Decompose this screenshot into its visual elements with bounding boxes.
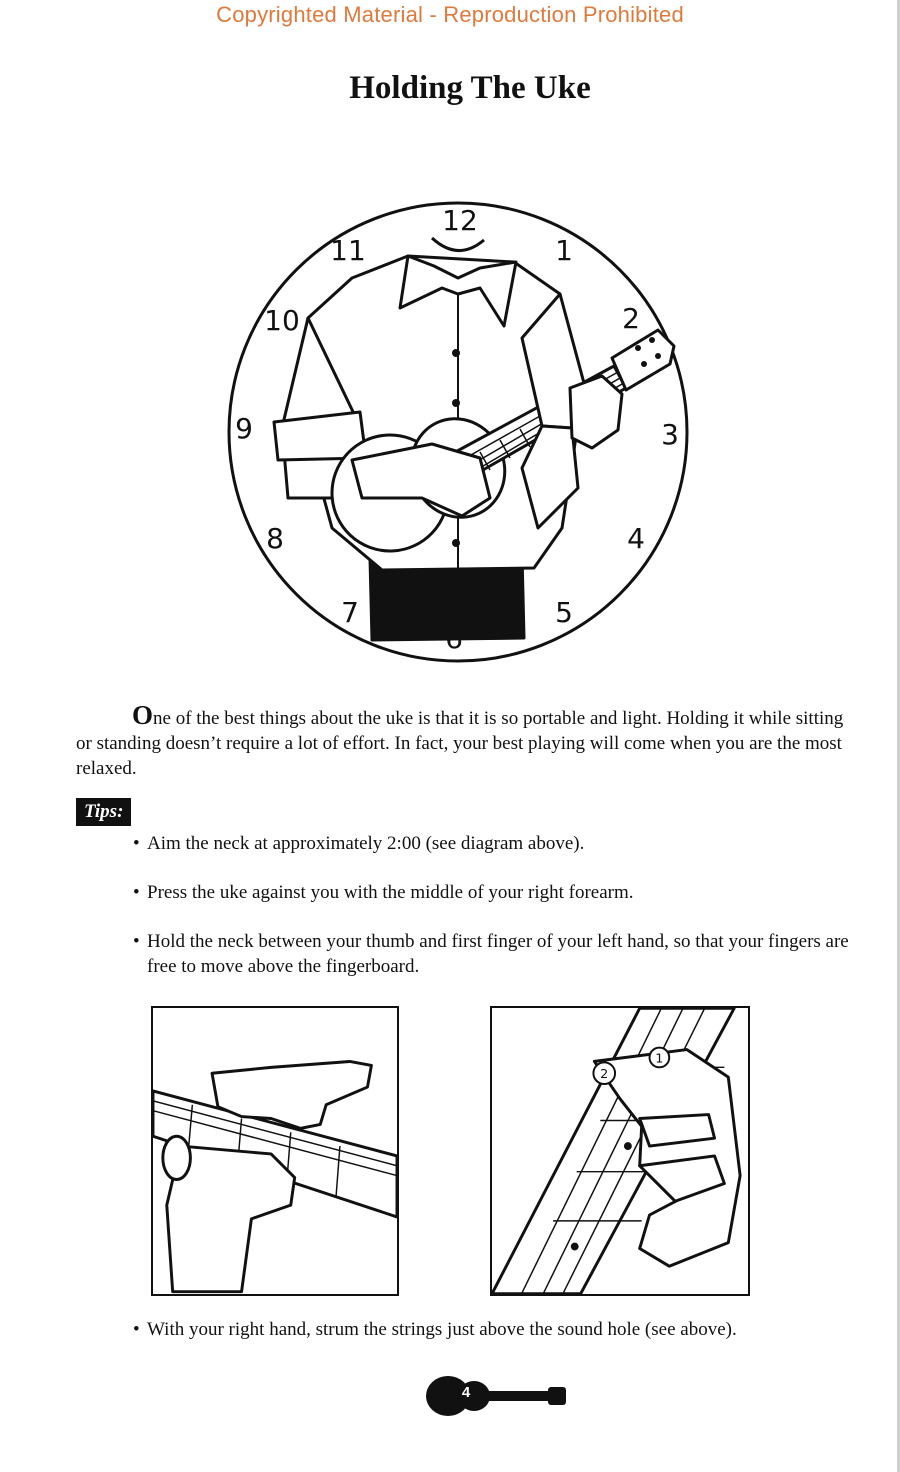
clock-number-3: 3 <box>661 418 679 451</box>
tip-aim-neck: • Aim the neck at approximately 2:00 (see diagram above). <box>133 831 857 856</box>
clock-number-2: 2 <box>622 302 640 335</box>
tip-strum: • With your right hand, strum the strings just above the sound hole (see above). <box>133 1317 857 1342</box>
clock-number-1: 1 <box>555 234 573 267</box>
tip-press-forearm: • Press the uke against you with the middle of your right forearm. <box>133 880 857 905</box>
page-number: 4 <box>461 1384 471 1401</box>
clock-number-11: 11 <box>330 234 366 267</box>
page-title: Holding The Uke <box>349 70 591 106</box>
svg-text:2: 2 <box>600 1067 609 1083</box>
uke-page-badge-icon <box>424 1372 570 1420</box>
finger-label-1 <box>650 1048 670 1068</box>
intro-dropcap: O <box>132 700 154 730</box>
fingerboard-fingering-illustration <box>490 1006 750 1296</box>
clock-number-9: 9 <box>235 412 253 445</box>
tip-hold-neck: • Hold the neck between your thumb and first finger of your left hand, so that your fingers are free to move above the fingerboard. <box>133 929 857 979</box>
clock-diagram <box>222 198 692 668</box>
clock-number-10: 10 <box>264 304 300 337</box>
intro-paragraph <box>76 700 856 781</box>
clock-number-7: 7 <box>341 596 359 629</box>
clock-number-12: 12 <box>442 204 478 237</box>
clock-number-8: 8 <box>266 522 284 555</box>
clock-number-5: 5 <box>555 596 573 629</box>
tips-label: Tips: <box>76 798 131 826</box>
intro-text: ne of the best things about the uke is that it is so portable and light. Holding it while sitting or standing doesn’t require a lot of effort. In fact, your best playing will come when you are the most relaxed. <box>76 708 844 779</box>
finger-label-2 <box>593 1062 615 1084</box>
clock-number-4: 4 <box>627 522 645 555</box>
copyright-watermark: Copyrighted Material - Reproduction Prohibited <box>216 2 684 27</box>
svg-text:1: 1 <box>655 1051 664 1067</box>
neck-grip-illustration <box>151 1006 399 1296</box>
